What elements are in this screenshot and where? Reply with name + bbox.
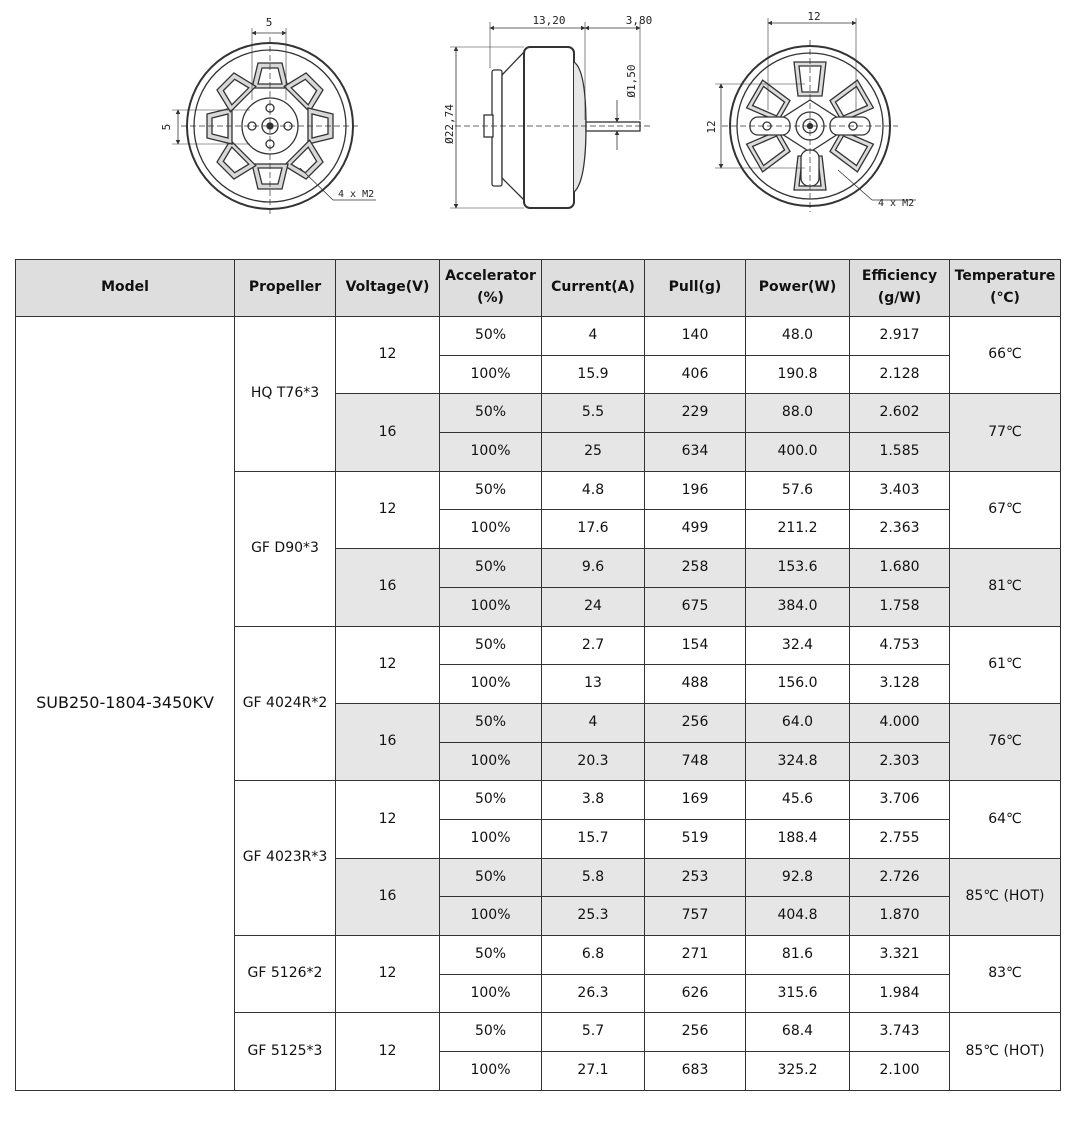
power-cell: 81.6 [746, 936, 850, 975]
header-temperature-line2: (℃) [990, 290, 1020, 306]
accelerator-cell: 50% [440, 394, 542, 433]
power-cell: 211.2 [746, 510, 850, 549]
technical-drawings [0, 0, 1077, 230]
voltage-cell: 12 [336, 781, 440, 858]
header-propeller: Propeller [235, 260, 336, 317]
header-power: Power(W) [746, 260, 850, 317]
accelerator-cell: 50% [440, 549, 542, 588]
voltage-cell: 16 [336, 858, 440, 935]
table-row [16, 317, 1061, 356]
back-view-drawing [715, 18, 916, 212]
accelerator-cell: 50% [440, 471, 542, 510]
power-cell: 57.6 [746, 471, 850, 510]
header-temperature [950, 260, 1061, 317]
accelerator-cell: 50% [440, 936, 542, 975]
header-accelerator [440, 260, 542, 317]
current-cell: 25.3 [542, 897, 645, 936]
front-view-drawing [172, 28, 376, 215]
current-cell: 3.8 [542, 781, 645, 820]
propeller-cell: GF 4024R*2 [235, 626, 336, 781]
power-cell: 45.6 [746, 781, 850, 820]
side-dim-length: 13,20 [532, 14, 566, 27]
temperature-cell: 67℃ [950, 471, 1061, 548]
power-cell: 48.0 [746, 317, 850, 356]
accelerator-cell: 50% [440, 626, 542, 665]
efficiency-cell: 2.100 [850, 1052, 950, 1091]
table-header-row [16, 260, 1061, 317]
front-dim-top: 5 [265, 16, 273, 29]
voltage-cell: 12 [336, 626, 440, 703]
current-cell: 6.8 [542, 936, 645, 975]
efficiency-cell: 1.870 [850, 897, 950, 936]
voltage-cell: 12 [336, 936, 440, 1013]
current-cell: 24 [542, 587, 645, 626]
pull-cell: 406 [645, 355, 746, 394]
power-cell: 156.0 [746, 665, 850, 704]
temperature-cell: 64℃ [950, 781, 1061, 858]
efficiency-cell: 4.753 [850, 626, 950, 665]
temperature-cell: 66℃ [950, 317, 1061, 394]
propeller-cell: HQ T76*3 [235, 317, 336, 472]
efficiency-cell: 2.363 [850, 510, 950, 549]
efficiency-cell: 4.000 [850, 703, 950, 742]
accelerator-cell: 50% [440, 781, 542, 820]
power-cell: 88.0 [746, 394, 850, 433]
current-cell: 25 [542, 433, 645, 472]
voltage-cell: 16 [336, 394, 440, 471]
pull-cell: 154 [645, 626, 746, 665]
pull-cell: 140 [645, 317, 746, 356]
power-cell: 153.6 [746, 549, 850, 588]
temperature-cell: 85℃ (HOT) [950, 1013, 1061, 1090]
pull-cell: 271 [645, 936, 746, 975]
accelerator-cell: 100% [440, 742, 542, 781]
voltage-cell: 12 [336, 317, 440, 394]
current-cell: 9.6 [542, 549, 645, 588]
accelerator-cell: 50% [440, 858, 542, 897]
pull-cell: 626 [645, 974, 746, 1013]
accelerator-cell: 100% [440, 897, 542, 936]
spec-table [15, 259, 1061, 1091]
power-cell: 68.4 [746, 1013, 850, 1052]
power-cell: 188.4 [746, 819, 850, 858]
back-holes-label: 4 x M2 [878, 198, 915, 209]
accelerator-cell: 100% [440, 510, 542, 549]
efficiency-cell: 1.680 [850, 549, 950, 588]
efficiency-cell: 2.303 [850, 742, 950, 781]
header-efficiency-line2: (g/W) [877, 290, 922, 306]
current-cell: 5.5 [542, 394, 645, 433]
pull-cell: 634 [645, 433, 746, 472]
pull-cell: 675 [645, 587, 746, 626]
power-cell: 190.8 [746, 355, 850, 394]
power-cell: 32.4 [746, 626, 850, 665]
accelerator-cell: 100% [440, 587, 542, 626]
efficiency-cell: 3.743 [850, 1013, 950, 1052]
voltage-cell: 12 [336, 1013, 440, 1090]
efficiency-cell: 1.984 [850, 974, 950, 1013]
current-cell: 2.7 [542, 626, 645, 665]
pull-cell: 488 [645, 665, 746, 704]
pull-cell: 169 [645, 781, 746, 820]
front-dim-left: 5 [160, 123, 173, 131]
pull-cell: 196 [645, 471, 746, 510]
current-cell: 4 [542, 317, 645, 356]
header-pull: Pull(g) [645, 260, 746, 317]
efficiency-cell: 2.755 [850, 819, 950, 858]
front-holes-label: 4 x M2 [338, 189, 375, 200]
current-cell: 5.7 [542, 1013, 645, 1052]
temperature-cell: 61℃ [950, 626, 1061, 703]
back-dim-top: 12 [807, 10, 821, 23]
efficiency-cell: 2.128 [850, 355, 950, 394]
side-view-drawing [450, 22, 650, 208]
propeller-cell: GF 5126*2 [235, 936, 336, 1013]
efficiency-cell: 2.917 [850, 317, 950, 356]
current-cell: 27.1 [542, 1052, 645, 1091]
side-dim-shaft-diameter: Ø1,50 [625, 64, 638, 98]
efficiency-cell: 3.128 [850, 665, 950, 704]
power-cell: 400.0 [746, 433, 850, 472]
accelerator-cell: 100% [440, 355, 542, 394]
voltage-cell: 16 [336, 703, 440, 780]
propeller-cell: GF D90*3 [235, 471, 336, 626]
header-current: Current(A) [542, 260, 645, 317]
temperature-cell: 76℃ [950, 703, 1061, 780]
accelerator-cell: 100% [440, 1052, 542, 1091]
back-dim-left: 12 [705, 120, 718, 134]
side-dim-diameter: Ø22,74 [443, 104, 456, 144]
voltage-cell: 12 [336, 471, 440, 548]
pull-cell: 258 [645, 549, 746, 588]
efficiency-cell: 2.726 [850, 858, 950, 897]
pull-cell: 519 [645, 819, 746, 858]
pull-cell: 229 [645, 394, 746, 433]
efficiency-cell: 1.585 [850, 433, 950, 472]
temperature-cell: 77℃ [950, 394, 1061, 471]
accelerator-cell: 100% [440, 974, 542, 1013]
power-cell: 64.0 [746, 703, 850, 742]
pull-cell: 253 [645, 858, 746, 897]
accelerator-cell: 50% [440, 703, 542, 742]
power-cell: 404.8 [746, 897, 850, 936]
pull-cell: 499 [645, 510, 746, 549]
header-model: Model [16, 260, 235, 317]
current-cell: 4 [542, 703, 645, 742]
header-efficiency-line1: Efficiency [861, 268, 938, 285]
temperature-cell: 83℃ [950, 936, 1061, 1013]
current-cell: 15.7 [542, 819, 645, 858]
table-body [16, 317, 1061, 1091]
efficiency-cell: 2.602 [850, 394, 950, 433]
accelerator-cell: 100% [440, 433, 542, 472]
model-cell: SUB250-1804-3450KV [16, 317, 235, 1091]
current-cell: 20.3 [542, 742, 645, 781]
accelerator-cell: 100% [440, 665, 542, 704]
current-cell: 17.6 [542, 510, 645, 549]
current-cell: 26.3 [542, 974, 645, 1013]
power-cell: 92.8 [746, 858, 850, 897]
accelerator-cell: 100% [440, 819, 542, 858]
header-accelerator-line2: (%) [477, 290, 504, 306]
pull-cell: 683 [645, 1052, 746, 1091]
voltage-cell: 16 [336, 549, 440, 626]
pull-cell: 748 [645, 742, 746, 781]
current-cell: 13 [542, 665, 645, 704]
pull-cell: 757 [645, 897, 746, 936]
current-cell: 5.8 [542, 858, 645, 897]
propeller-cell: GF 5125*3 [235, 1013, 336, 1090]
temperature-cell: 85℃ (HOT) [950, 858, 1061, 935]
power-cell: 325.2 [746, 1052, 850, 1091]
accelerator-cell: 50% [440, 1013, 542, 1052]
power-cell: 384.0 [746, 587, 850, 626]
accelerator-cell: 50% [440, 317, 542, 356]
efficiency-cell: 3.706 [850, 781, 950, 820]
temperature-cell: 81℃ [950, 549, 1061, 626]
power-cell: 315.6 [746, 974, 850, 1013]
propeller-cell: GF 4023R*3 [235, 781, 336, 936]
pull-cell: 256 [645, 703, 746, 742]
efficiency-cell: 3.403 [850, 471, 950, 510]
efficiency-cell: 3.321 [850, 936, 950, 975]
current-cell: 15.9 [542, 355, 645, 394]
header-accelerator-line1: Accelerator [445, 268, 536, 285]
current-cell: 4.8 [542, 471, 645, 510]
header-voltage: Voltage(V) [336, 260, 440, 317]
header-temperature-line1: Temperature [954, 268, 1056, 285]
power-cell: 324.8 [746, 742, 850, 781]
header-efficiency [850, 260, 950, 317]
efficiency-cell: 1.758 [850, 587, 950, 626]
pull-cell: 256 [645, 1013, 746, 1052]
side-dim-shaft: 3,80 [625, 14, 653, 27]
